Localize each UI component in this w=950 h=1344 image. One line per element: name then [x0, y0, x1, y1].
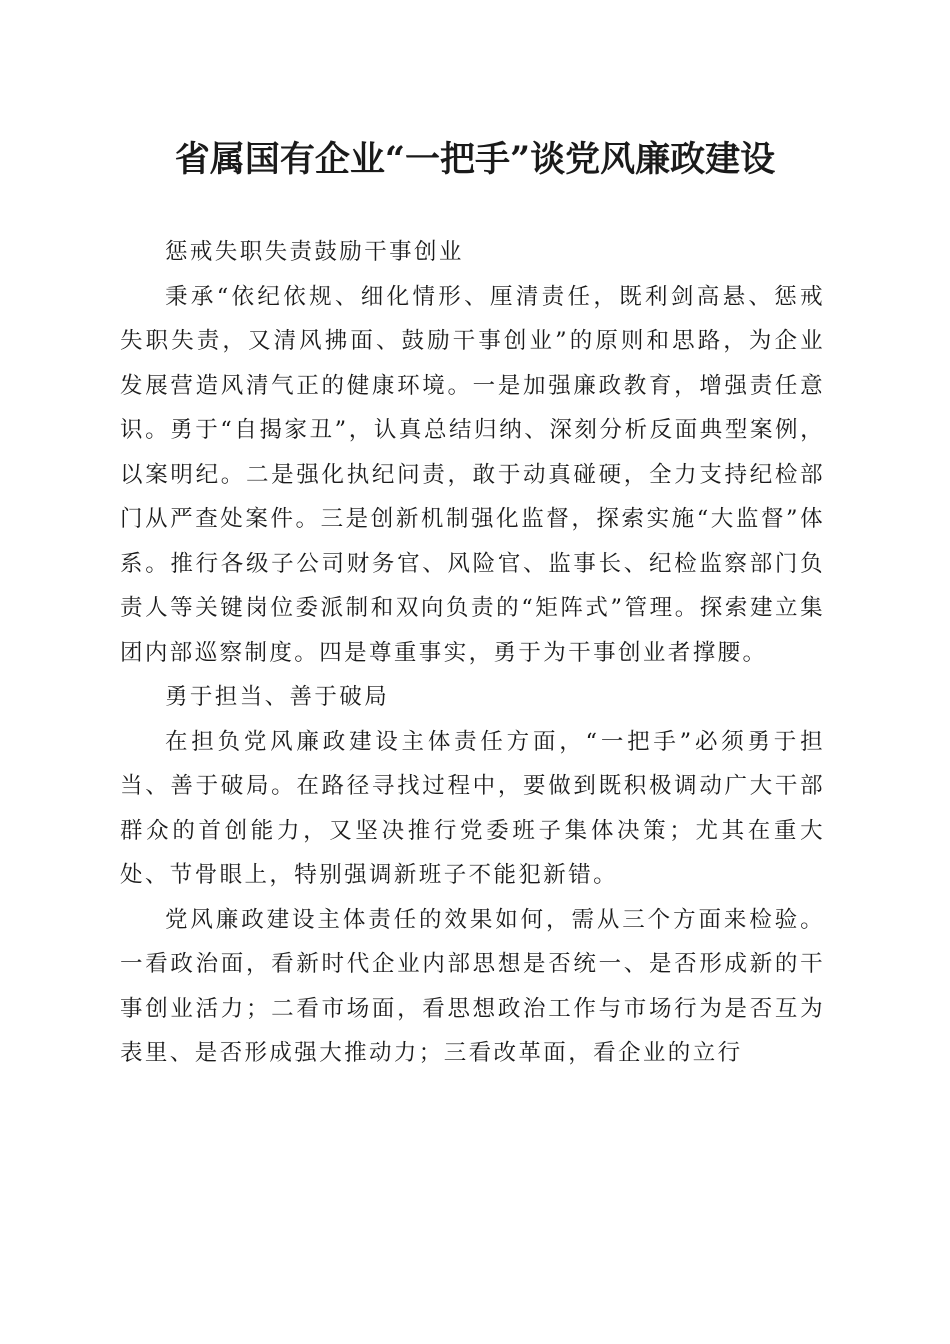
section-heading: 勇于担当、善于破局: [165, 684, 390, 710]
document-body: [120, 230, 825, 1076]
body-paragraph: 在担负党风廉政建设主体责任方面，“一把手”必须勇于担当、善于破局。在路径寻找过程中，要做到既积极调动广大干部群众的首创能力，又坚决推行党委班子集体决策；尤其在重大处、节骨眼上，特别强调新班子不能犯新错。: [120, 728, 825, 888]
page-title: 省属国有企业“一把手”谈党风廉政建设: [174, 139, 776, 180]
body-paragraph: 党风廉政建设主体责任的效果如何，需从三个方面来检验。一看政治面，看新时代企业内部思想是否统一、是否形成新的干事创业活力；二看市场面，看思想政治工作与市场行为是否互为表里、是否形成强大推动力；三看改革面，看企业的立行: [120, 906, 825, 1066]
section-heading: 惩戒失职失责鼓励干事创业: [165, 239, 464, 265]
body-paragraph: 秉承“依纪依规、细化情形、厘清责任，既利剑高悬、惩戒失职失责，又清风拂面、鼓励干事创业”的原则和思路，为企业发展营造风清气正的健康环境。一是加强廉政教育，增强责任意识。勇于“自揭家丑”，认真总结归纳、深刻分析反面典型案例，以案明纪。二是强化执纪问责，敢于动真碰硬，全力支持纪检部门从严查处案件。三是创新机制强化监督，探索实施“大监督”体系。推行各级子公司财务官、风险官、监事长、纪检监察部门负责人等关键岗位委派制和双向负责的“矩阵式”管理。探索建立集团内部巡察制度。四是尊重事实，勇于为干事创业者撑腰。: [120, 283, 825, 666]
